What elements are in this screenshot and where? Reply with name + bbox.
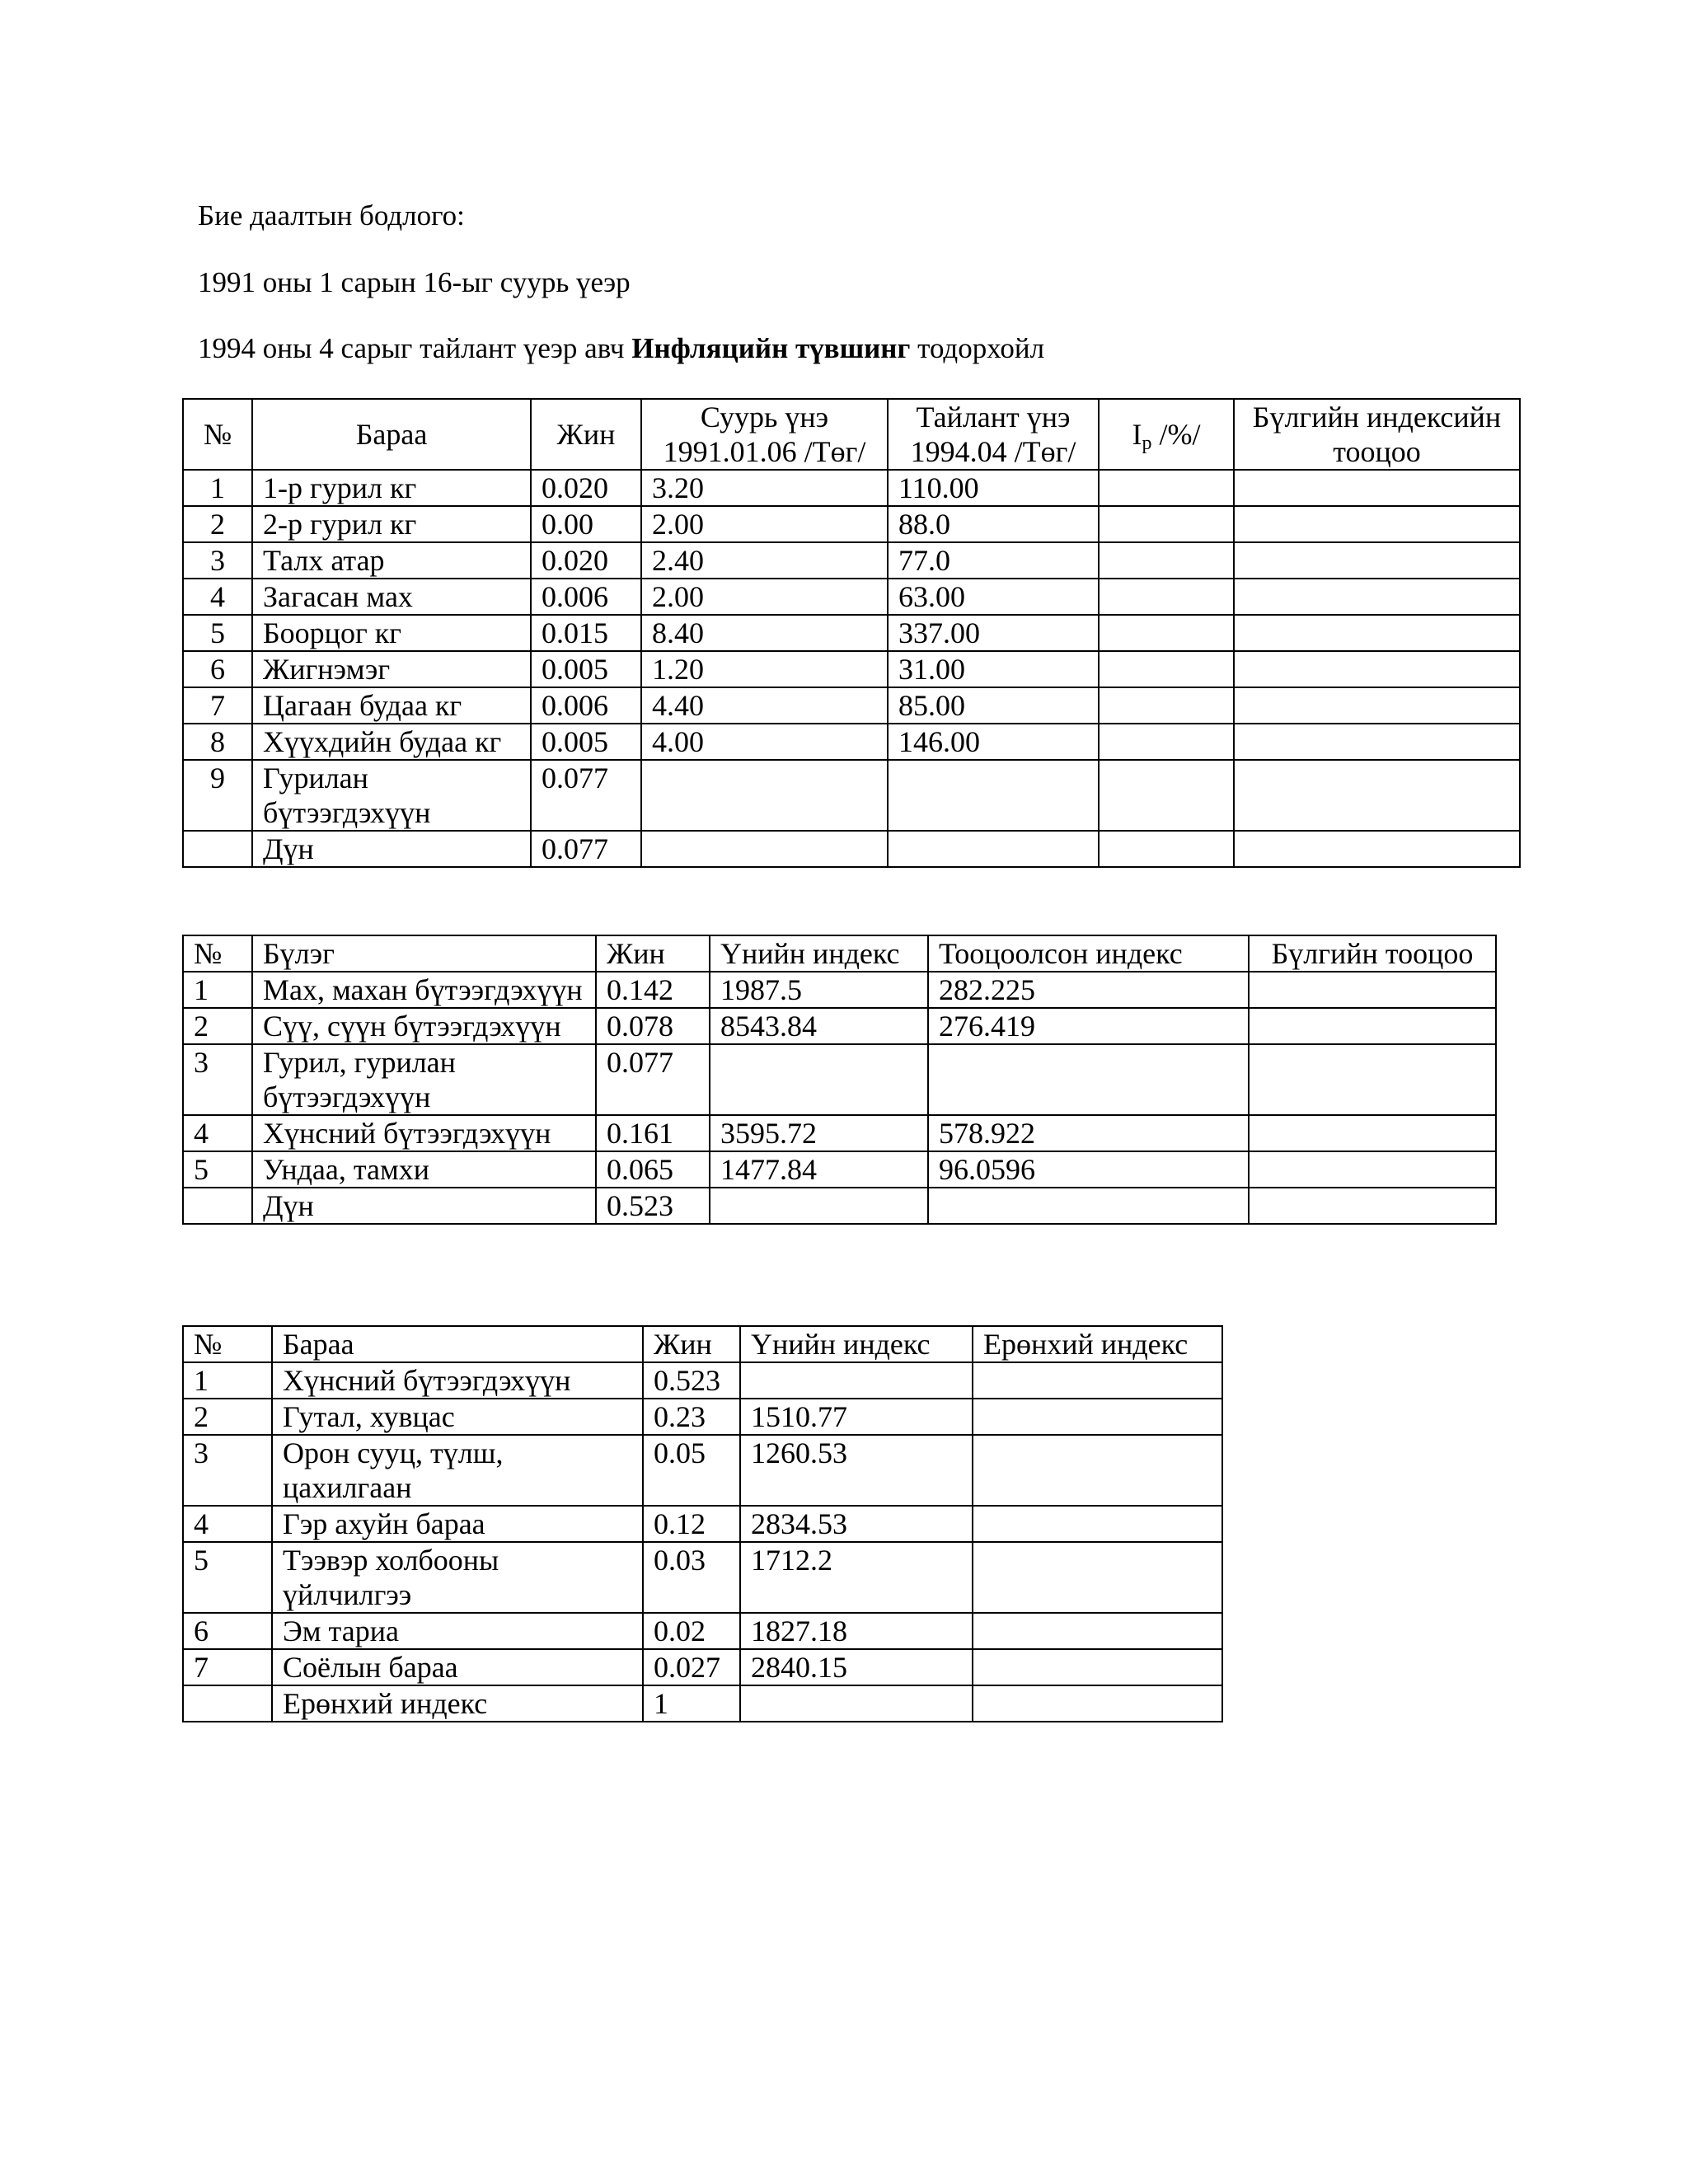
base-period-line: 1991 оны 1 сарын 16-ыг суурь үеэр [198,266,631,298]
report-price-date: 1994.04 /Төг/ [910,435,1076,468]
col-header-calc-index: Тооцоолсон индекс [928,935,1249,972]
cell-weight: 0.161 [596,1115,710,1151]
cell-no: 9 [183,760,252,831]
cell-base: 3.20 [641,470,888,506]
col-header-report-price [888,399,1099,470]
cell-group: Мах, махан бүтээгдэхүүн [252,972,596,1008]
cell-base: 1.20 [641,651,888,687]
table-row [183,1008,1496,1044]
table-row [183,1613,1222,1649]
cell-group-calc [1234,651,1520,687]
cell-group-calc [1249,1044,1496,1115]
cell-general-index [973,1542,1222,1613]
table-row [183,1542,1222,1613]
table-header-row [183,935,1496,972]
cell-base [641,831,888,867]
cell-no: 1 [183,972,252,1008]
cell-group: Гурил, гурилан бүтээгдэхүүн [252,1044,596,1115]
table-row [183,724,1520,760]
cell-weight: 0.077 [531,831,641,867]
cell-group-calc [1234,579,1520,615]
ip-symbol: I [1132,418,1142,451]
table-row [183,1151,1496,1188]
cell-item: Боорцог кг [252,615,531,651]
price-table [182,398,1521,868]
cell-group-calc [1234,506,1520,542]
cell-price-index: 1260.53 [740,1435,973,1506]
table-row [183,972,1496,1008]
cell-price-index: 1827.18 [740,1613,973,1649]
cell-price-index [740,1685,973,1722]
cell-item: Эм тариа [272,1613,643,1649]
report-price-title: Тайлант үнэ [916,401,1071,434]
inflation-level-bold: Инфляцийн түвшинг [631,332,911,364]
cell-group-calc [1249,972,1496,1008]
table-row [183,831,1520,867]
cell-group-calc [1234,724,1520,760]
cell-weight: 1 [643,1685,740,1722]
cell-weight: 0.523 [643,1362,740,1399]
cell-group-calc [1234,470,1520,506]
table-row [183,470,1520,506]
cell-calc-index [928,1188,1249,1224]
cell-no: 6 [183,1613,272,1649]
cell-weight: 0.05 [643,1435,740,1506]
cell-no: 7 [183,1649,272,1685]
cell-calc-index [928,1044,1249,1115]
cell-weight: 0.015 [531,615,641,651]
cell-weight: 0.02 [643,1613,740,1649]
cell-weight: 0.523 [596,1188,710,1224]
col-header-group-calc: Бүлгийн тооцоо [1249,935,1496,972]
col-header-weight: Жин [596,935,710,972]
cell-weight: 0.005 [531,651,641,687]
table-row [183,687,1520,724]
task-title: Бие даалтын бодлого: [198,199,465,232]
cell-weight: 0.23 [643,1399,740,1435]
cell-group-calc [1249,1008,1496,1044]
cell-price-index: 3595.72 [710,1115,928,1151]
cell-ip [1099,724,1234,760]
cell-weight: 0.020 [531,542,641,579]
cell-report: 110.00 [888,470,1099,506]
cell-item: Ерөнхий индекс [272,1685,643,1722]
col-header-no: № [183,1326,272,1362]
cell-report: 337.00 [888,615,1099,651]
cell-price-index: 1987.5 [710,972,928,1008]
cell-no: 2 [183,1399,272,1435]
cell-no [183,831,252,867]
cell-group-calc [1234,542,1520,579]
cell-base: 2.00 [641,506,888,542]
cell-item: Загасан мах [252,579,531,615]
col-header-no: № [183,399,252,470]
cell-no: 7 [183,687,252,724]
cell-no: 2 [183,1008,252,1044]
cell-ip [1099,687,1234,724]
table-row [183,1506,1222,1542]
table-row [183,1044,1496,1115]
cell-price-index [710,1188,928,1224]
col-header-item: Бараа [252,399,531,470]
table-row [183,506,1520,542]
cell-report: 88.0 [888,506,1099,542]
cell-report [888,831,1099,867]
table-row [183,1399,1222,1435]
ip-unit: /%/ [1151,418,1201,451]
cell-ip [1099,542,1234,579]
cell-item: Орон сууц, түлш, цахилгаан [272,1435,643,1506]
table-row [183,1649,1222,1685]
cell-calc-index: 96.0596 [928,1151,1249,1188]
col-header-item: Бараа [272,1326,643,1362]
report-period-prefix: 1994 оны 4 сарыг тайлант үеэр авч [198,332,632,364]
cell-group-calc [1249,1115,1496,1151]
cell-item: Жигнэмэг [252,651,531,687]
cell-base: 2.40 [641,542,888,579]
col-header-price-index: Үнийн индекс [740,1326,973,1362]
col-header-ip [1099,399,1234,470]
cell-report: 85.00 [888,687,1099,724]
cell-ip [1099,831,1234,867]
cell-item: Дүн [252,831,531,867]
cell-weight: 0.077 [531,760,641,831]
table-row [183,1115,1496,1151]
cell-general-index [973,1435,1222,1506]
cell-calc-index: 282.225 [928,972,1249,1008]
cell-weight: 0.077 [596,1044,710,1115]
cell-no: 3 [183,1435,272,1506]
table-header-row [183,399,1520,470]
cell-group-calc [1234,687,1520,724]
cell-weight: 0.142 [596,972,710,1008]
cell-no: 5 [183,1542,272,1613]
cell-ip [1099,615,1234,651]
cell-no: 6 [183,651,252,687]
cell-group: Ундаа, тамхи [252,1151,596,1188]
cell-report: 77.0 [888,542,1099,579]
table-row [183,579,1520,615]
cell-base: 8.40 [641,615,888,651]
base-price-title: Суурь үнэ [700,401,829,434]
cell-item: Хүүхдийн будаа кг [252,724,531,760]
table-row [183,542,1520,579]
cell-general-index [973,1685,1222,1722]
cell-general-index [973,1362,1222,1399]
cell-weight: 0.00 [531,506,641,542]
base-price-date: 1991.01.06 /Төг/ [663,435,866,468]
cell-weight: 0.078 [596,1008,710,1044]
cell-calc-index: 276.419 [928,1008,1249,1044]
cell-report: 31.00 [888,651,1099,687]
cell-report: 63.00 [888,579,1099,615]
cell-ip [1099,579,1234,615]
cell-no: 3 [183,1044,252,1115]
table-row [183,760,1520,831]
cell-no: 1 [183,1362,272,1399]
cell-general-index [973,1649,1222,1685]
cell-item: 1-р гурил кг [252,470,531,506]
cell-group: Сүү, сүүн бүтээгдэхүүн [252,1008,596,1044]
cell-general-index [973,1399,1222,1435]
cell-report [888,760,1099,831]
col-header-weight: Жин [531,399,641,470]
cell-base [641,760,888,831]
cell-no: 8 [183,724,252,760]
cell-price-index: 1477.84 [710,1151,928,1188]
col-header-base-price [641,399,888,470]
col-header-group: Бүлэг [252,935,596,972]
cell-ip [1099,651,1234,687]
table-row [183,651,1520,687]
cell-no: 5 [183,615,252,651]
cell-base: 4.40 [641,687,888,724]
cell-item: Талх атар [252,542,531,579]
cell-group-calc [1249,1151,1496,1188]
cell-price-index [740,1362,973,1399]
report-period-suffix: тодорхойл [910,332,1045,364]
cell-no [183,1685,272,1722]
cell-weight: 0.12 [643,1506,740,1542]
cell-calc-index: 578.922 [928,1115,1249,1151]
cell-no: 2 [183,506,252,542]
cell-group: Дүн [252,1188,596,1224]
cell-no: 5 [183,1151,252,1188]
general-index-table [182,1325,1223,1722]
table-row [183,1435,1222,1506]
cell-item: Тээвэр холбооны үйлчилгээ [272,1542,643,1613]
col-header-no: № [183,935,252,972]
cell-price-index: 2834.53 [740,1506,973,1542]
cell-price-index [710,1044,928,1115]
cell-ip [1099,470,1234,506]
cell-weight: 0.020 [531,470,641,506]
cell-base: 2.00 [641,579,888,615]
cell-item: Цагаан будаа кг [252,687,531,724]
table-row [183,1188,1496,1224]
cell-weight: 0.027 [643,1649,740,1685]
cell-general-index [973,1506,1222,1542]
cell-weight: 0.006 [531,687,641,724]
cell-report: 146.00 [888,724,1099,760]
cell-price-index: 1712.2 [740,1542,973,1613]
col-header-group-calc: Бүлгийн индексийн тооцоо [1234,399,1520,470]
group-index-table [182,935,1497,1225]
table-row [183,1685,1222,1722]
cell-group: Хүнсний бүтээгдэхүүн [252,1115,596,1151]
cell-general-index [973,1613,1222,1649]
cell-weight: 0.006 [531,579,641,615]
cell-item: Хүнсний бүтээгдэхүүн [272,1362,643,1399]
cell-ip [1099,760,1234,831]
cell-ip [1099,506,1234,542]
cell-no: 4 [183,1506,272,1542]
table-header-row [183,1326,1222,1362]
table-row [183,615,1520,651]
cell-weight: 0.005 [531,724,641,760]
cell-group-calc [1234,831,1520,867]
cell-group-calc [1249,1188,1496,1224]
report-period-line [198,330,1044,367]
col-header-weight: Жин [643,1326,740,1362]
cell-weight: 0.03 [643,1542,740,1613]
cell-no: 4 [183,579,252,615]
cell-weight: 0.065 [596,1151,710,1188]
cell-group-calc [1234,615,1520,651]
cell-no: 1 [183,470,252,506]
cell-item: Гутал, хувцас [272,1399,643,1435]
cell-no [183,1188,252,1224]
cell-price-index: 8543.84 [710,1008,928,1044]
cell-item: 2-р гурил кг [252,506,531,542]
table-row [183,1362,1222,1399]
cell-price-index: 1510.77 [740,1399,973,1435]
cell-no: 4 [183,1115,252,1151]
col-header-price-index: Үнийн индекс [710,935,928,972]
col-header-general-index: Ерөнхий индекс [973,1326,1222,1362]
cell-base: 4.00 [641,724,888,760]
cell-item: Гурилан бүтээгдэхүүн [252,760,531,831]
cell-price-index: 2840.15 [740,1649,973,1685]
cell-item: Гэр ахуйн бараа [272,1506,643,1542]
cell-group-calc [1234,760,1520,831]
ip-subscript: p [1142,433,1152,454]
cell-no: 3 [183,542,252,579]
cell-item: Соёлын бараа [272,1649,643,1685]
